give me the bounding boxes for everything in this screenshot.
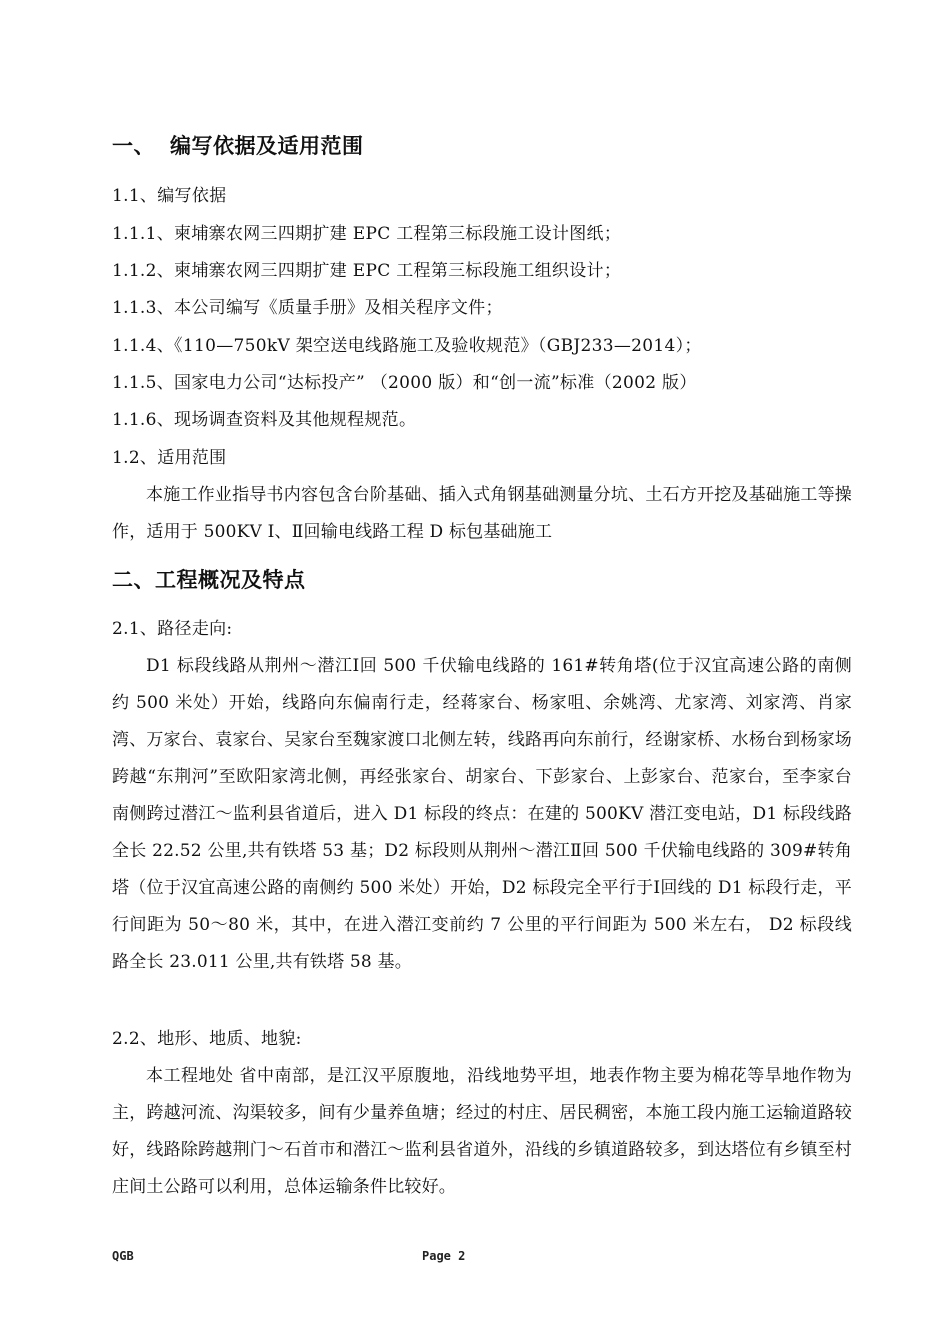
basis-item-3: 1.1.3、本公司编写《质量手册》及相关程序文件；	[112, 298, 503, 318]
basis-item-2: 1.1.2、柬埔寨农网三四期扩建 EPC 工程第三标段施工组织设计；	[112, 261, 622, 281]
basis-item-4: 1.1.4、《110—750kV 架空送电线路施工及验收规范》（GBJ233—2014）；	[112, 336, 702, 356]
scope-paragraph: 本施工作业指导书内容包含台阶基础、插入式角钢基础测量分坑、土石方开挖及基础施工等操作，适用于 500KV Ⅰ、Ⅱ回输电线路工程 D 标包基础施工	[112, 485, 852, 542]
subsection-1-2-heading: 1.2、适用范围	[112, 448, 227, 468]
section-1-heading	[112, 134, 364, 158]
subsection-2-1-heading: 2.1、路径走向:	[112, 619, 233, 639]
basis-item-5: 1.1.5、国家电力公司“达标投产” （2000 版）和“创一流”标准（2002 版）	[112, 373, 697, 393]
basis-item-6: 1.1.6、现场调查资料及其他规程规范。	[112, 410, 417, 430]
subsection-1-1-heading: 1.1、编写依据	[112, 186, 227, 206]
footer-left-text: QGB	[112, 1249, 134, 1263]
basis-item-1: 1.1.1、柬埔寨农网三四期扩建 EPC 工程第三标段施工设计图纸；	[112, 224, 622, 244]
route-paragraph: D1 标段线路从荆州～潜江Ⅰ回 500 千伏输电线路的 161#转角塔(位于汉宜高速公路的南侧约 500 米处）开始，线路向东偏南行走，经蒋家台、杨家咀、余姚湾、尤家湾、刘家湾、肖家湾、万家台、袁家台、吴家台至魏家渡口北侧左转，线路再向东前行，经谢家桥、水杨台到杨家场跨越“东荆河”至欧阳家湾北侧，再经张家台、胡家台、下彭家台、上彭家台、范家台，至李家台南侧跨过潜江～监利县省道后，进入 D1 标段的终点：在建的 500KV 潜江变电站，D1 标段线路全长 22.52 公里,共有铁塔 53 基；D2 标段则从荆州～潜江Ⅱ回 500 千伏输电线路的 309#转角塔（位于汉宜高速公路的南侧约 500 米处）开始，D2 标段完全平行于Ⅰ回线的 D1 标段行走，平行间距为 50～80 米，其中，在进入潜江变前约 7 公里的平行间距为 500 米左右， D2 标段线路全长 23.011 公里,共有铁塔 58 基。	[112, 656, 852, 972]
section-2-heading: 二、工程概况及特点	[112, 567, 306, 592]
footer-page-number: Page 2	[422, 1249, 466, 1263]
section-1-title: 编写依据及适用范围	[170, 133, 364, 158]
terrain-paragraph: 本工程地处 省中南部，是江汉平原腹地，沿线地势平坦，地表作物主要为棉花等旱地作物为主，跨越河流、沟渠较多，间有少量养鱼塘；经过的村庄、居民稠密，本施工段内施工运输道路较好，线路除跨越荆门～石首市和潜江～监利县省道外，沿线的乡镇道路较多，到达塔位有乡镇至村庄间土公路可以利用，总体运输条件比较好。	[112, 1066, 852, 1197]
section-1-number: 一、	[112, 133, 155, 158]
subsection-2-2-heading: 2.2、地形、地质、地貌:	[112, 1029, 302, 1049]
